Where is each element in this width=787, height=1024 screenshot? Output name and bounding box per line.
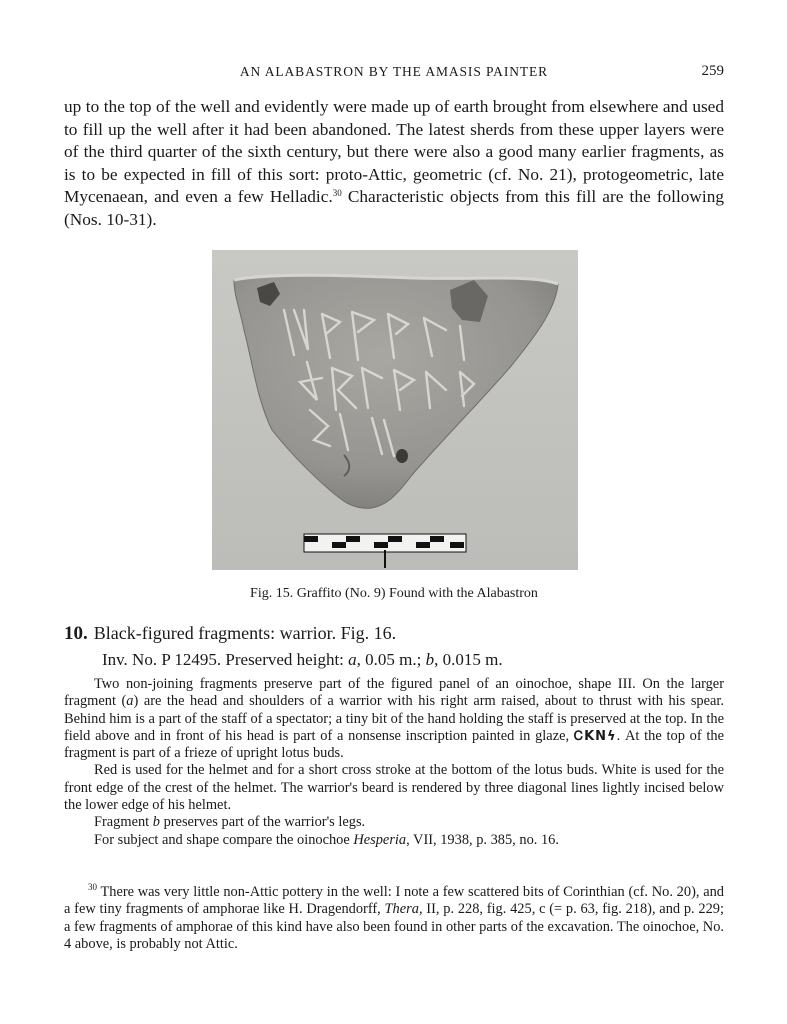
desc-text: , VII, 1938, p. 385, no. 16.: [406, 831, 559, 848]
figure-caption: Fig. 15. Graffito (No. 9) Found with the Alabastron: [250, 586, 538, 601]
desc-text: For subject and shape compare the oinochoe: [94, 831, 354, 848]
description-paragraph-3: [64, 814, 724, 831]
fragment-b-label: b: [425, 650, 435, 669]
footnote-ref[interactable]: 30: [332, 188, 342, 199]
inv-text: Inv. No. P 12495. Preserved height:: [102, 650, 349, 669]
fragment-a-height: , 0.05 m.;: [356, 650, 426, 669]
footnote-number: 30: [88, 882, 97, 892]
intro-text-after: Characteristic objects from this fill are the following (Nos. 10-31).: [64, 187, 724, 229]
intro-text: up to the top of the well and evidently were made up of earth brought from elsewhere and used to fill up the well after it had been abandoned. The latest sherds from these upper layers were of the third quarter of the sixth century, but there were also a good many earlier fragments, as is to be expected in fill of this sort: proto-Attic, geometric (cf. No. 21), protogeometric, late Mycenaean, and even a few Helladic.: [64, 97, 724, 207]
desc-text: preserves part of the warrior's legs.: [159, 814, 366, 831]
desc-text: ) are the head and shoulders of a warrior with his right arm raised, about to thrust with his spear. Behind him is a part of the staff of a spectator; a tiny bit of the hand holding the staff is preserved at the top. In the field above and in front of his head is part of a nonsense inscription painted in glaze,: [64, 693, 724, 744]
desc-text: . At the top of the fragment is part of a frieze of upright lotus buds.: [64, 727, 724, 762]
entry-title: Black-figured fragments: warrior. Fig. 16.: [93, 623, 397, 643]
entry-inventory: [102, 650, 724, 670]
desc-text: Fragment: [94, 814, 153, 831]
entry-number: 10.: [64, 623, 88, 644]
journal-title: Hesperia: [353, 831, 407, 848]
description-paragraph-1: [64, 676, 724, 762]
work-title: Thera: [384, 901, 419, 918]
fragment-label: b: [152, 814, 160, 831]
fragment-label: a: [126, 693, 134, 710]
fragment-a-label: a: [348, 650, 357, 669]
footnote-text: There was very little non-Attic pottery in the well: I note a few scattered bits of Corinthian (cf. No. 20), and a few tiny fragments of amphorae like H. Dragendorff,: [64, 884, 724, 918]
desc-text: Two non-joining fragments preserve part of the figured panel of an oinochoe, shape III. On the larger fragment (: [64, 676, 724, 710]
description-paragraph-4: [64, 832, 724, 849]
entry-heading: [64, 623, 724, 645]
footnote-text: , II, p. 228, fig. 425, c (= p. 63, fig. 218), and p. 229; a few fragments of amphorae of this kind have also been found in other parts of the excavation. The oinochoe, No. 4 above, is probably not Attic.: [64, 901, 724, 952]
running-title: AN ALABASTRON BY THE AMASIS PAINTER: [239, 64, 549, 79]
footnote: [64, 884, 724, 953]
running-head: [64, 62, 724, 84]
fragment-b-height: , 0.015 m.: [434, 650, 503, 669]
description-paragraph-2: Red is used for the helmet and for a short cross stroke at the bottom of the lotus buds. White is used for the front edge of the crest of the helmet. The warrior's beard is rendered by three diagonal lines lightly incised below the lower edge of his helmet.: [64, 762, 724, 814]
inscription: ᏟKNϟ: [573, 728, 617, 744]
entry-description: [64, 676, 724, 849]
intro-paragraph: [64, 96, 724, 232]
graffito-sherd-image: [212, 250, 578, 570]
page-number: 259: [701, 63, 724, 79]
figure-graffito-photo: [212, 250, 578, 570]
